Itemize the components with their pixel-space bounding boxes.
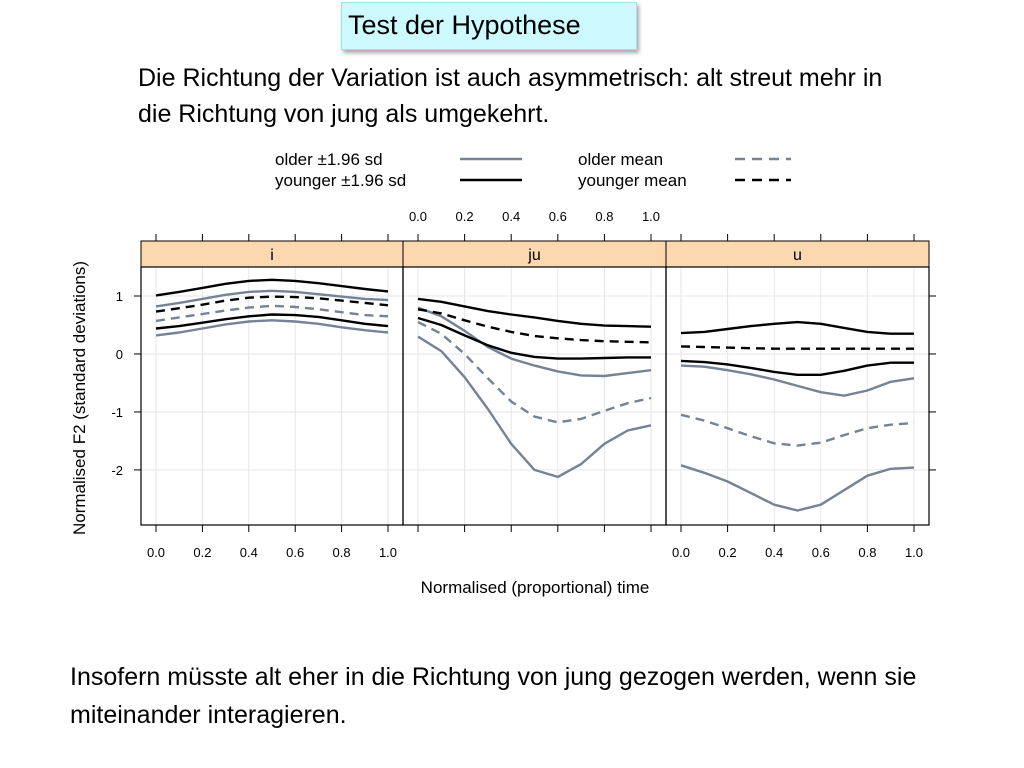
panel-strip-label: u <box>793 247 802 264</box>
x-tick-label: 0.4 <box>239 545 258 560</box>
x-tick-label: 0.0 <box>671 545 691 560</box>
x-tick-label: 0.0 <box>146 545 166 560</box>
panel-strip-label: ju <box>528 247 541 264</box>
younger-mean-line <box>681 346 914 348</box>
x-tick-label-top: 0.2 <box>455 209 474 224</box>
older-sd-line <box>681 366 914 396</box>
younger-sd-line <box>681 322 914 334</box>
x-tick-label: 1.0 <box>378 545 398 560</box>
slide-title-text: Test der Hypothese <box>348 10 581 40</box>
x-tick-label-top: 0.0 <box>408 209 428 224</box>
x-tick-label: 0.8 <box>332 545 351 560</box>
older-sd-line <box>681 465 914 510</box>
x-axis-label: Normalised (proportional) time <box>420 578 650 597</box>
x-tick-label: 0.8 <box>858 545 877 560</box>
intro-text: Die Richtung der Variation ist auch asymmetrisch: alt streut mehr in die Richtung von jung als umgekehrt. <box>138 64 883 128</box>
panel-border <box>666 267 929 525</box>
panel-border <box>141 267 403 525</box>
legend-label: younger ±1.96 sd <box>275 171 407 190</box>
x-tick-label: 0.6 <box>286 545 305 560</box>
y-tick-label: 1 <box>115 288 123 304</box>
legend-label: older ±1.96 sd <box>275 150 383 169</box>
x-tick-label-top: 0.6 <box>548 209 567 224</box>
x-tick-label: 0.4 <box>765 545 784 560</box>
x-tick-label-top: 0.8 <box>595 209 614 224</box>
y-axis-label: Normalised F2 (standard deviations) <box>70 260 89 536</box>
younger-sd-line <box>156 280 388 296</box>
y-tick-label: -2 <box>111 462 123 478</box>
legend-label: older mean <box>578 150 664 169</box>
y-tick-label: 0 <box>115 346 123 362</box>
panel-border <box>403 267 666 525</box>
legend-label: younger mean <box>578 171 687 190</box>
conclusion-text: Insofern müsste alt eher in die Richtung von jung gezogen werden, wenn sie miteinander interagieren. <box>70 663 917 729</box>
x-tick-label: 0.2 <box>193 545 212 560</box>
x-tick-label-top: 0.4 <box>502 209 521 224</box>
older-mean-line <box>681 415 914 446</box>
older-sd-line <box>156 291 388 307</box>
x-tick-label: 0.2 <box>718 545 737 560</box>
panel-strip-label: i <box>270 247 274 264</box>
older-mean-line <box>418 322 651 422</box>
x-tick-label: 1.0 <box>904 545 924 560</box>
y-tick-label: -1 <box>111 404 123 420</box>
x-tick-label: 0.6 <box>811 545 830 560</box>
x-tick-label-top: 1.0 <box>641 209 661 224</box>
